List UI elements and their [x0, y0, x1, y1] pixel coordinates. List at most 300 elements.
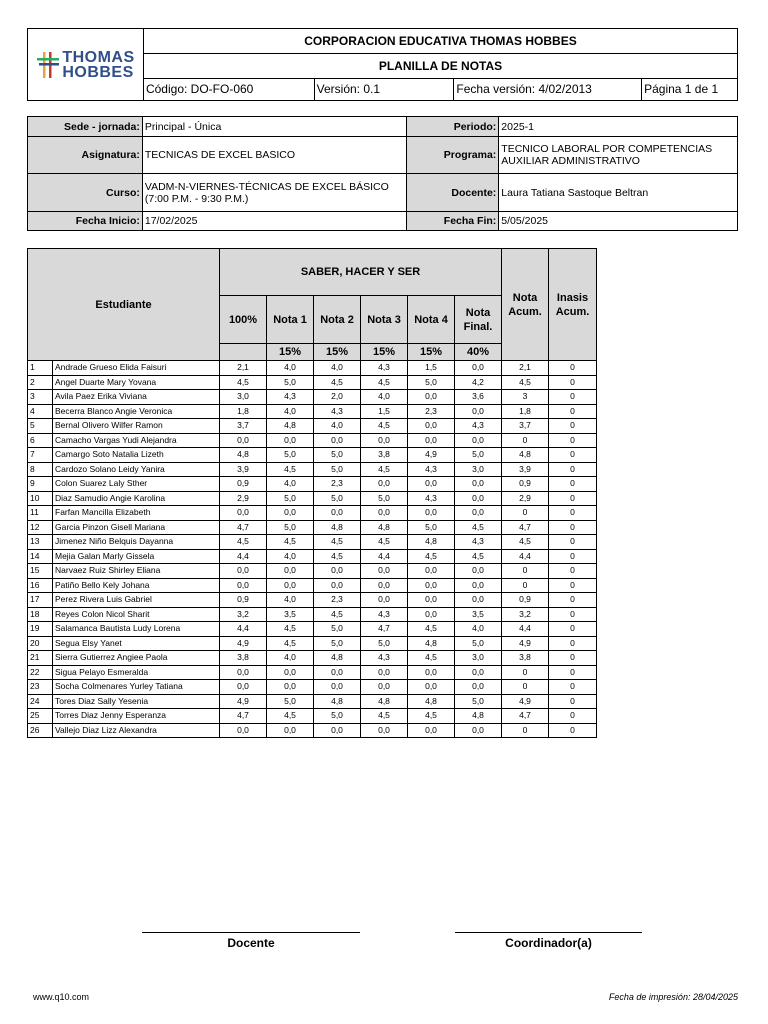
- row-number: 25: [28, 709, 53, 724]
- row-number: 5: [28, 419, 53, 434]
- fecha-fin-value: 5/05/2025: [499, 212, 738, 231]
- nota1-grade: 0,0: [267, 680, 314, 695]
- nota1-grade: 4,5: [267, 462, 314, 477]
- total-grade: 3,7: [220, 419, 267, 434]
- final-grade: 0,0: [455, 680, 502, 695]
- nota3-grade: 0,0: [361, 723, 408, 738]
- nota4-grade: 4,3: [408, 491, 455, 506]
- nota3-grade: 4,8: [361, 694, 408, 709]
- inasis-count: 0: [549, 665, 597, 680]
- nota4-grade: 4,8: [408, 535, 455, 550]
- final-grade: 4,5: [455, 520, 502, 535]
- inasis-count: 0: [549, 694, 597, 709]
- nota1-grade: 4,5: [267, 636, 314, 651]
- final-grade: 4,3: [455, 535, 502, 550]
- acum-grade: 4,8: [502, 448, 549, 463]
- student-name: Vallejo Diaz Lizz Alexandra: [53, 723, 220, 738]
- acum-grade: 0: [502, 578, 549, 593]
- total-grade: 4,5: [220, 375, 267, 390]
- table-row: [28, 491, 597, 506]
- final-grade: 3,0: [455, 651, 502, 666]
- nota1-grade: 4,0: [267, 593, 314, 608]
- nota3-grade: 4,8: [361, 520, 408, 535]
- nota2-grade: 5,0: [314, 448, 361, 463]
- inasis-count: 0: [549, 375, 597, 390]
- inasis-count: 0: [549, 651, 597, 666]
- nota4-grade: 0,0: [408, 593, 455, 608]
- student-name: Becerra Blanco Angie Veronica: [53, 404, 220, 419]
- student-name: Bernal Olivero Wilfer Ramon: [53, 419, 220, 434]
- nota3-grade: 0,0: [361, 593, 408, 608]
- weight-cell: 15%: [408, 344, 455, 361]
- student-name: Socha Colmenares Yurley Tatiana: [53, 680, 220, 695]
- nota-header: Nota Final.: [455, 296, 502, 344]
- acum-grade: 4,4: [502, 549, 549, 564]
- nota2-grade: 2,3: [314, 477, 361, 492]
- row-number: 22: [28, 665, 53, 680]
- student-name: Reyes Colon Nicol Sharit: [53, 607, 220, 622]
- total-grade: 2,1: [220, 361, 267, 376]
- nota1-grade: 5,0: [267, 694, 314, 709]
- nota-header: Nota 1: [267, 296, 314, 344]
- row-number: 6: [28, 433, 53, 448]
- nota1-grade: 4,8: [267, 419, 314, 434]
- nota3-grade: 0,0: [361, 564, 408, 579]
- table-row: [28, 404, 597, 419]
- logo-line2: HOBBES: [62, 63, 134, 81]
- table-row: [28, 651, 597, 666]
- nota3-grade: 3,8: [361, 448, 408, 463]
- acum-grade: 3,8: [502, 651, 549, 666]
- acum-grade: 3,9: [502, 462, 549, 477]
- final-grade: 0,0: [455, 477, 502, 492]
- nota2-grade: 5,0: [314, 709, 361, 724]
- final-grade: 0,0: [455, 593, 502, 608]
- docente-value: Laura Tatiana Sastoque Beltran: [499, 174, 738, 212]
- logo-line1: THOMAS: [62, 48, 135, 66]
- row-number: 21: [28, 651, 53, 666]
- student-name: Angel Duarte Mary Yovana: [53, 375, 220, 390]
- nota4-grade: 0,0: [408, 564, 455, 579]
- inasis-count: 0: [549, 549, 597, 564]
- nota3-grade: 4,5: [361, 535, 408, 550]
- weight-cell: 15%: [361, 344, 408, 361]
- student-name: Segua Elsy Yanet: [53, 636, 220, 651]
- table-row: [28, 665, 597, 680]
- student-name: Jimenez Niño Belquis Dayanna: [53, 535, 220, 550]
- nota1-grade: 0,0: [267, 564, 314, 579]
- nota1-grade: 5,0: [267, 448, 314, 463]
- nota2-grade: 0,0: [314, 680, 361, 695]
- row-number: 18: [28, 607, 53, 622]
- acum-grade: 1,8: [502, 404, 549, 419]
- table-row: [28, 419, 597, 434]
- nota-header: Nota 3: [361, 296, 408, 344]
- final-grade: 5,0: [455, 636, 502, 651]
- nota2-grade: 4,0: [314, 419, 361, 434]
- table-row: [28, 578, 597, 593]
- programa-label: Programa:: [407, 137, 499, 174]
- total-grade: 0,0: [220, 433, 267, 448]
- inasis-count: 0: [549, 723, 597, 738]
- nota3-grade: 4,0: [361, 390, 408, 405]
- institution-title: CORPORACION EDUCATIVA THOMAS HOBBES: [143, 29, 737, 54]
- total-grade: 4,5: [220, 535, 267, 550]
- final-grade: 4,5: [455, 549, 502, 564]
- document-code: Código: DO-FO-060: [143, 78, 314, 100]
- nota4-grade: 0,0: [408, 723, 455, 738]
- asignatura-value: TECNICAS DE EXCEL BASICO: [142, 137, 407, 174]
- nota3-grade: 0,0: [361, 578, 408, 593]
- student-name: Avila Paez Erika Viviana: [53, 390, 220, 405]
- acum-grade: 4,7: [502, 520, 549, 535]
- nota1-grade: 5,0: [267, 520, 314, 535]
- nota4-grade: 2,3: [408, 404, 455, 419]
- inasis-count: 0: [549, 361, 597, 376]
- nota2-grade: 5,0: [314, 636, 361, 651]
- nota3-grade: 4,3: [361, 607, 408, 622]
- table-row: [28, 520, 597, 535]
- acum-grade: 0,9: [502, 593, 549, 608]
- nota2-grade: 5,0: [314, 491, 361, 506]
- table-row: [28, 361, 597, 376]
- version-date: Fecha versión: 4/02/2013: [454, 78, 642, 100]
- nota4-grade: 0,0: [408, 419, 455, 434]
- row-number: 13: [28, 535, 53, 550]
- student-name: Torres Diaz Jenny Esperanza: [53, 709, 220, 724]
- acum-grade: 0,9: [502, 477, 549, 492]
- row-number: 23: [28, 680, 53, 695]
- docente-label: Docente:: [407, 174, 499, 212]
- group-header: SABER, HACER Y SER: [220, 249, 502, 296]
- inasis-count: 0: [549, 462, 597, 477]
- student-name: Andrade Grueso Elida Faisuri: [53, 361, 220, 376]
- weight-cell: 40%: [455, 344, 502, 361]
- nota2-grade: 4,5: [314, 549, 361, 564]
- inasis-count: 0: [549, 390, 597, 405]
- student-name: Narvaez Ruiz Shirley Eliana: [53, 564, 220, 579]
- row-number: 17: [28, 593, 53, 608]
- nota2-grade: 5,0: [314, 462, 361, 477]
- final-grade: 3,5: [455, 607, 502, 622]
- nota1-grade: 3,5: [267, 607, 314, 622]
- nota3-grade: 4,5: [361, 419, 408, 434]
- nota1-grade: 4,0: [267, 361, 314, 376]
- nota4-grade: 4,8: [408, 694, 455, 709]
- acum-grade: 0: [502, 680, 549, 695]
- final-grade: 0,0: [455, 404, 502, 419]
- nota4-grade: 4,3: [408, 462, 455, 477]
- nota1-grade: 4,5: [267, 535, 314, 550]
- weight-cell: 15%: [267, 344, 314, 361]
- acum-grade: 0: [502, 723, 549, 738]
- table-row: [28, 709, 597, 724]
- nota2-grade: 4,8: [314, 520, 361, 535]
- total-grade: 4,4: [220, 549, 267, 564]
- course-info: [27, 116, 738, 231]
- cross-logo-icon: [36, 50, 62, 80]
- nota2-grade: 0,0: [314, 506, 361, 521]
- nota4-grade: 5,0: [408, 375, 455, 390]
- inasis-count: 0: [549, 535, 597, 550]
- total-grade: 4,9: [220, 636, 267, 651]
- table-row: [28, 433, 597, 448]
- inasis-count: 0: [549, 578, 597, 593]
- table-row: [28, 535, 597, 550]
- nota4-grade: 4,5: [408, 651, 455, 666]
- nota4-grade: 4,5: [408, 709, 455, 724]
- inasis-count: 0: [549, 636, 597, 651]
- acum-grade: 4,5: [502, 375, 549, 390]
- row-number: 3: [28, 390, 53, 405]
- coordinador-signature-label: Coordinador(a): [505, 936, 592, 950]
- final-grade: 0,0: [455, 578, 502, 593]
- document-header: [27, 28, 738, 101]
- final-grade: 5,0: [455, 448, 502, 463]
- table-row: [28, 636, 597, 651]
- acum-grade: 0: [502, 665, 549, 680]
- student-name: Sigua Pelayo Esmeralda: [53, 665, 220, 680]
- row-number: 19: [28, 622, 53, 637]
- footer-print-date: Fecha de impresión: 28/04/2025: [608, 992, 738, 1002]
- student-name: Colon Suarez Laly Sther: [53, 477, 220, 492]
- inasis-count: 0: [549, 448, 597, 463]
- nota1-grade: 4,0: [267, 477, 314, 492]
- row-number: 12: [28, 520, 53, 535]
- sede-label: Sede - jornada:: [28, 117, 143, 137]
- nota3-grade: 0,0: [361, 433, 408, 448]
- nota2-grade: 2,0: [314, 390, 361, 405]
- nota1-grade: 0,0: [267, 578, 314, 593]
- final-grade: 0,0: [455, 506, 502, 521]
- logo-cell: [28, 29, 144, 101]
- nota1-grade: 4,0: [267, 549, 314, 564]
- student-name: Mejia Galan Marly Gissela: [53, 549, 220, 564]
- final-grade: 0,0: [455, 564, 502, 579]
- total-grade: 1,8: [220, 404, 267, 419]
- student-name: Tores Diaz Sally Yesenia: [53, 694, 220, 709]
- inasis-count: 0: [549, 520, 597, 535]
- total-grade: 3,2: [220, 607, 267, 622]
- acum-grade: 2,9: [502, 491, 549, 506]
- document-title: PLANILLA DE NOTAS: [143, 54, 737, 78]
- total-grade: 4,9: [220, 694, 267, 709]
- row-number: 16: [28, 578, 53, 593]
- inasis-count: 0: [549, 622, 597, 637]
- nota4-grade: 0,0: [408, 433, 455, 448]
- nota2-grade: 0,0: [314, 665, 361, 680]
- fecha-fin-label: Fecha Fin:: [407, 212, 499, 231]
- nota1-grade: 4,5: [267, 709, 314, 724]
- fecha-inicio-label: Fecha Inicio:: [28, 212, 143, 231]
- page-number: Página 1 de 1: [642, 78, 738, 100]
- table-row: [28, 607, 597, 622]
- nota3-grade: 4,3: [361, 651, 408, 666]
- inasis-count: 0: [549, 491, 597, 506]
- inasis-count: 0: [549, 433, 597, 448]
- document-version: Versión: 0.1: [314, 78, 454, 100]
- nota3-grade: 0,0: [361, 506, 408, 521]
- final-grade: 0,0: [455, 433, 502, 448]
- periodo-label: Periodo:: [407, 117, 499, 137]
- final-grade: 0,0: [455, 361, 502, 376]
- final-grade: 4,0: [455, 622, 502, 637]
- final-grade: 4,8: [455, 709, 502, 724]
- student-name: Diaz Samudio Angie Karolina: [53, 491, 220, 506]
- total-grade: 4,8: [220, 448, 267, 463]
- total-grade: 3,8: [220, 651, 267, 666]
- nota2-grade: 0,0: [314, 433, 361, 448]
- row-number: 20: [28, 636, 53, 651]
- inasis-count: 0: [549, 607, 597, 622]
- nota4-grade: 0,0: [408, 477, 455, 492]
- nota4-grade: 4,5: [408, 622, 455, 637]
- total-grade: 0,0: [220, 564, 267, 579]
- table-row: [28, 694, 597, 709]
- logo: [30, 29, 141, 100]
- pct-total-header: 100%: [220, 296, 267, 344]
- row-number: 2: [28, 375, 53, 390]
- table-row: [28, 680, 597, 695]
- acum-grade: 0: [502, 564, 549, 579]
- total-grade: 4,4: [220, 622, 267, 637]
- nota2-grade: 4,5: [314, 375, 361, 390]
- nota3-grade: 4,5: [361, 375, 408, 390]
- acum-grade: 4,9: [502, 694, 549, 709]
- inasis-count: 0: [549, 404, 597, 419]
- table-row: [28, 593, 597, 608]
- nota3-grade: 1,5: [361, 404, 408, 419]
- nota3-grade: 5,0: [361, 491, 408, 506]
- footer-website: www.q10.com: [33, 992, 90, 1002]
- nota-header: Nota 2: [314, 296, 361, 344]
- final-grade: 5,0: [455, 694, 502, 709]
- final-grade: 3,6: [455, 390, 502, 405]
- acum-grade: 4,7: [502, 709, 549, 724]
- inasis-count: 0: [549, 593, 597, 608]
- total-grade: 0,0: [220, 578, 267, 593]
- acum-grade: 3,2: [502, 607, 549, 622]
- nota2-grade: 5,0: [314, 622, 361, 637]
- nota4-grade: 1,5: [408, 361, 455, 376]
- curso-value: VADM-N-VIERNES-TÉCNICAS DE EXCEL BÁSICO (7:00 P.M. - 9:30 P.M.): [142, 174, 407, 212]
- nota1-grade: 0,0: [267, 665, 314, 680]
- student-name: Camacho Vargas Yudi Alejandra: [53, 433, 220, 448]
- grades-table: [27, 248, 597, 738]
- nota3-grade: 5,0: [361, 636, 408, 651]
- acum-grade: 2,1: [502, 361, 549, 376]
- total-grade: 3,9: [220, 462, 267, 477]
- asignatura-label: Asignatura:: [28, 137, 143, 174]
- row-number: 26: [28, 723, 53, 738]
- table-row: [28, 723, 597, 738]
- total-grade: 4,7: [220, 520, 267, 535]
- row-number: 24: [28, 694, 53, 709]
- nota1-grade: 5,0: [267, 491, 314, 506]
- nota4-grade: 0,0: [408, 680, 455, 695]
- nota3-grade: 0,0: [361, 477, 408, 492]
- total-grade: 3,0: [220, 390, 267, 405]
- nota3-grade: 0,0: [361, 665, 408, 680]
- acum-grade: 0: [502, 433, 549, 448]
- nota1-grade: 5,0: [267, 375, 314, 390]
- nota4-grade: 0,0: [408, 390, 455, 405]
- inasis-count: 0: [549, 564, 597, 579]
- inasis-count: 0: [549, 680, 597, 695]
- row-number: 4: [28, 404, 53, 419]
- nota3-grade: 4,5: [361, 709, 408, 724]
- inasis-count: 0: [549, 477, 597, 492]
- nota1-grade: 0,0: [267, 506, 314, 521]
- sede-value: Principal - Única: [142, 117, 407, 137]
- final-grade: 3,0: [455, 462, 502, 477]
- nota4-grade: 4,9: [408, 448, 455, 463]
- curso-label: Curso:: [28, 174, 143, 212]
- fecha-inicio-value: 17/02/2025: [142, 212, 407, 231]
- nota3-grade: 4,7: [361, 622, 408, 637]
- total-grade: 0,9: [220, 593, 267, 608]
- nota2-grade: 4,5: [314, 607, 361, 622]
- acum-grade: 3,7: [502, 419, 549, 434]
- grades-body: [28, 361, 597, 738]
- row-number: 8: [28, 462, 53, 477]
- acum-grade: 3: [502, 390, 549, 405]
- nota2-grade: 4,0: [314, 361, 361, 376]
- table-row: [28, 375, 597, 390]
- table-row: [28, 549, 597, 564]
- student-name: Cardozo Solano Leidy Yanira: [53, 462, 220, 477]
- nota2-grade: 0,0: [314, 723, 361, 738]
- nota3-grade: 4,3: [361, 361, 408, 376]
- nota2-grade: 4,3: [314, 404, 361, 419]
- docente-signature-label: Docente: [227, 936, 275, 950]
- total-grade: 4,7: [220, 709, 267, 724]
- total-grade: 0,0: [220, 665, 267, 680]
- coordinador-signature-line: [455, 932, 642, 933]
- row-number: 15: [28, 564, 53, 579]
- nota2-grade: 2,3: [314, 593, 361, 608]
- nota3-grade: 0,0: [361, 680, 408, 695]
- nota2-grade: 0,0: [314, 564, 361, 579]
- total-grade: 0,0: [220, 680, 267, 695]
- acum-grade: 4,5: [502, 535, 549, 550]
- table-row: [28, 390, 597, 405]
- weight-cell: 15%: [314, 344, 361, 361]
- row-number: 1: [28, 361, 53, 376]
- inasis-count: 0: [549, 419, 597, 434]
- total-grade: 0,0: [220, 506, 267, 521]
- inasis-count: 0: [549, 709, 597, 724]
- nota4-grade: 0,0: [408, 665, 455, 680]
- nota1-grade: 4,5: [267, 622, 314, 637]
- table-row: [28, 506, 597, 521]
- final-grade: 0,0: [455, 491, 502, 506]
- row-number: 14: [28, 549, 53, 564]
- row-number: 10: [28, 491, 53, 506]
- nota2-grade: 4,8: [314, 651, 361, 666]
- row-number: 11: [28, 506, 53, 521]
- nota4-grade: 4,5: [408, 549, 455, 564]
- periodo-value: 2025-1: [499, 117, 738, 137]
- estudiante-header: Estudiante: [28, 249, 220, 361]
- inasis-count: 0: [549, 506, 597, 521]
- table-row: [28, 564, 597, 579]
- student-name: Perez Rivera Luis Gabriel: [53, 593, 220, 608]
- acum-grade: 4,4: [502, 622, 549, 637]
- nota1-grade: 0,0: [267, 433, 314, 448]
- student-name: Salamanca Bautista Ludy Lorena: [53, 622, 220, 637]
- nota4-grade: 5,0: [408, 520, 455, 535]
